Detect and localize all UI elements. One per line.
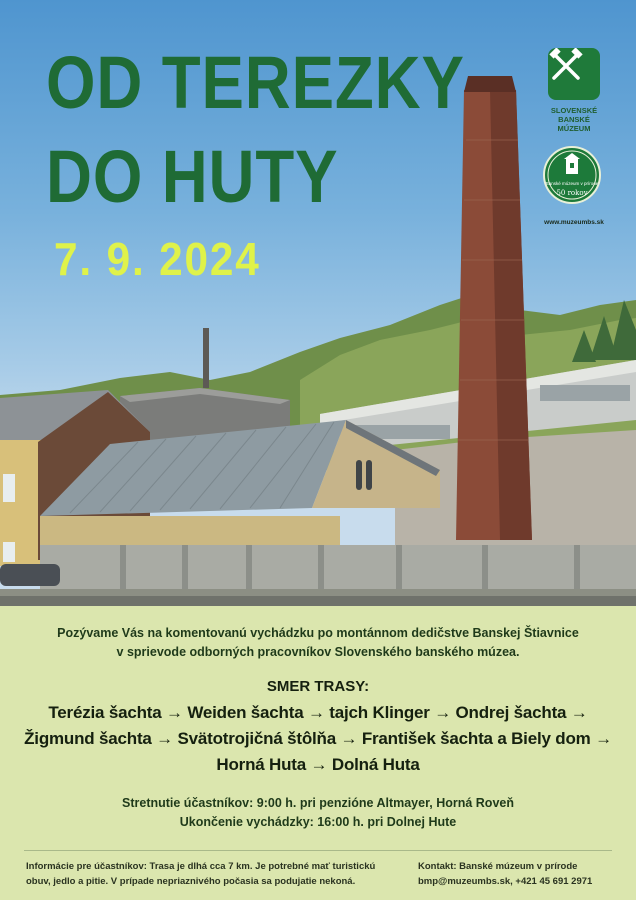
museum-logo: [548, 48, 600, 100]
route-line-2: Žigmund šachta → Svätotrojičná štôlňa → František šachta a Biely dom →: [24, 729, 612, 748]
crossed-hammers-icon: [548, 48, 584, 82]
museum-name: [536, 106, 612, 133]
website-link[interactable]: www.muzeumbs.sk: [544, 219, 604, 226]
title-line-1: OD TEREZKY: [46, 41, 465, 124]
invitation-line-1: Pozývame Vás na komentovanú vychádzku po montánnom dedičstve Banskej Štiavnice: [57, 626, 579, 640]
event-date: 7. 9. 2024: [54, 233, 261, 285]
title-line-2: DO HUTY: [46, 135, 339, 218]
info-panel: [0, 606, 636, 900]
museum-name-line-3: MÚZEUM: [557, 124, 591, 133]
badge-caption: Banské múzeum v prírode: [545, 181, 599, 186]
badge-years: 50 rokov: [556, 189, 588, 197]
schedule: [0, 794, 636, 832]
contact-line-1: Kontakt: Banské múzeum v prírode: [418, 861, 578, 872]
footer-divider: [24, 850, 612, 851]
participant-info: [26, 859, 406, 889]
museum-name-line-1: SLOVENSKÉ: [550, 106, 598, 115]
participant-info-line-1: Informácie pre účastníkov: Trasa je dlhá cca 7 km. Je potrebné mať turistickú: [26, 861, 376, 872]
contact-info: [418, 859, 618, 889]
anniversary-badge: [543, 146, 601, 204]
museum-name-line-2: BANSKÉ: [558, 115, 590, 124]
invitation-text: [0, 624, 636, 662]
contact-line-2[interactable]: bmp@muzeumbs.sk, +421 45 691 2971: [418, 876, 593, 887]
ending-time: Ukončenie vychádzky: 16:00 h. pri Dolnej Hute: [179, 815, 457, 829]
meeting-time: Stretnutie účastníkov: 9:00 h. pri penzióne Altmayer, Horná Roveň: [122, 796, 514, 810]
route-line-3: Horná Huta → Dolná Huta: [216, 755, 420, 774]
participant-info-line-2: obuv, jedlo a pitie. V prípade nepriaznivého počasia sa podujatie nekoná.: [26, 876, 356, 887]
route-list: [0, 700, 636, 778]
invitation-line-2: v sprievode odborných pracovníkov Slovenského banského múzea.: [116, 645, 520, 659]
route-heading: SMER TRASY:: [266, 678, 370, 695]
route-line-1: Terézia šachta → Weiden šachta → tajch Klinger → Ondrej šachta →: [48, 703, 588, 722]
